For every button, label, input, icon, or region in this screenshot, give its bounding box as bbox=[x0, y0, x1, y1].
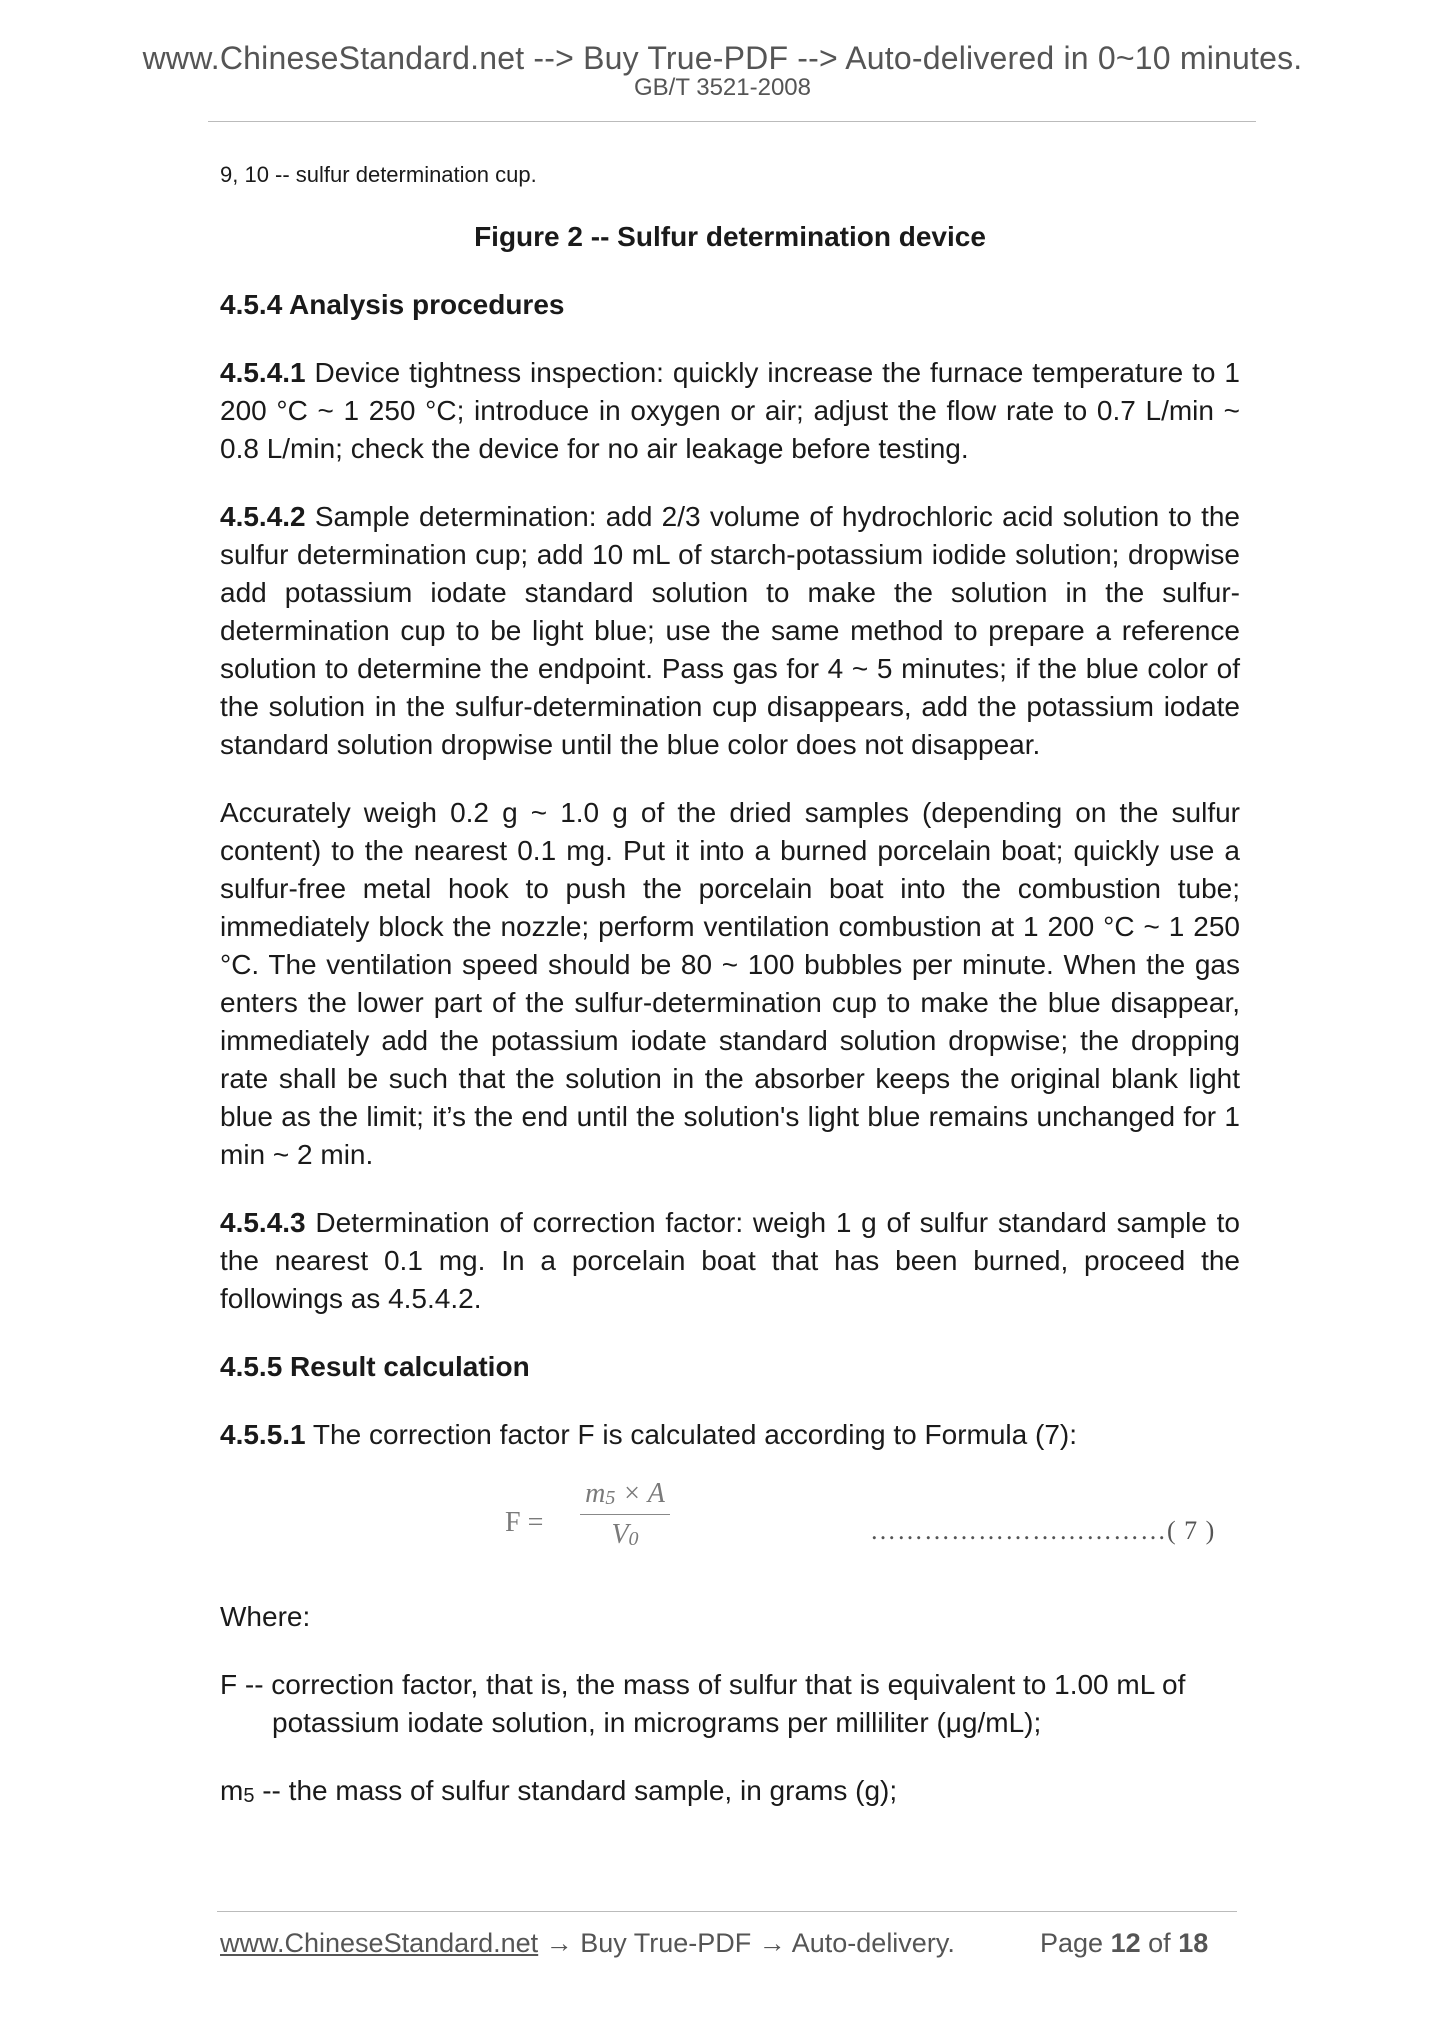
figure-caption: Figure 2 -- Sulfur determination device bbox=[474, 221, 986, 252]
definition-m5: m5 -- the mass of sulfur standard sample, in grams (g); bbox=[220, 1775, 898, 1807]
document-body bbox=[220, 160, 1240, 1815]
paragraph-weighing: Accurately weigh 0.2 g ~ 1.0 g of the dried samples (depending on the sulfur content) to the nearest 0.1 mg. Put it into a burned porcelain boat; quickly use a sulfur-free metal hook to push the porcelain boat into the combustion tube; immediately block the nozzle; perform ventilation combustion at 1 200 °C ~ 1 250 °C. The ventilation speed should be 80 ~ 100 bubbles per minute. When the gas enters the lower part of the sulfur-determination cup to make the blue disappear, immediately add the potassium iodate standard solution dropwise; the dropping rate shall be such that the solution in the absorber keeps the original blank light blue as the limit; it’s the end until the solution's light blue remains unchanged for 1 min ~ 2 min. bbox=[220, 797, 1240, 1170]
figure-legend-line: 9, 10 -- sulfur determination cup. bbox=[220, 162, 537, 187]
definition-F: F -- correction factor, that is, the mass of sulfur that is equivalent to 1.00 mL of potassium iodate solution, in micrograms per milliliter (μg/mL); bbox=[220, 1669, 1186, 1738]
clause-text: Sample determination: add 2/3 volume of hydrochloric acid solution to the sulfur determination cup; add 10 mL of starch-potassium iodide solution; dropwise add potassium iodate standard solution to make the solution in the sulfur-determination cup to be light blue; use the same method to prepare a reference solution to determine the endpoint. Pass gas for 4 ~ 5 minutes; if the blue color of the solution in the sulfur-determination cup disappears, add the potassium iodate standard solution dropwise until the blue color does not disappear. bbox=[220, 501, 1240, 760]
formula-denominator: V0 bbox=[611, 1519, 639, 1550]
formula-7 bbox=[220, 1476, 1240, 1586]
current-page: 12 bbox=[1110, 1928, 1141, 1958]
fraction-bar bbox=[580, 1514, 670, 1515]
footer-tagline bbox=[220, 1928, 955, 1959]
clause-text: The correction factor F is calculated according to Formula (7): bbox=[305, 1419, 1077, 1450]
formula-numerator: m5 × A bbox=[585, 1478, 665, 1509]
clause-text: Device tightness inspection: quickly increase the furnace temperature to 1 200 °C ~ 1 250 °C; introduce in oxygen or air; adjust the flow rate to 0.7 L/min ~ 0.8 L/min; check the device for no air leakage before testing. bbox=[220, 357, 1240, 464]
clause-number: 4.5.4.2 bbox=[220, 501, 306, 532]
paragraph-4-5-4-3 bbox=[220, 1204, 1240, 1318]
header-divider bbox=[208, 121, 1256, 122]
standard-code: GB/T 3521-2008 bbox=[633, 74, 811, 101]
formula-lhs: F = bbox=[505, 1507, 544, 1538]
footer-site-link[interactable]: www.ChineseStandard.net bbox=[220, 1928, 539, 1958]
clause-number: 4.5.4.1 bbox=[220, 357, 306, 388]
total-pages: 18 bbox=[1178, 1928, 1209, 1958]
section-heading-4-5-4: 4.5.4 Analysis procedures bbox=[220, 289, 565, 320]
footer-divider bbox=[217, 1911, 1237, 1912]
paragraph-4-5-4-1 bbox=[220, 354, 1240, 468]
clause-number: 4.5.5.1 bbox=[220, 1419, 306, 1450]
header-banner: www.ChineseStandard.net --> Buy True-PDF --> Auto-delivered in 0~10 minutes. bbox=[142, 40, 1303, 76]
section-heading-4-5-5: 4.5.5 Result calculation bbox=[220, 1351, 530, 1382]
definitions bbox=[220, 1598, 1240, 1815]
clause-text: Determination of correction factor: weigh 1 g of sulfur standard sample to the nearest 0.1 mg. In a porcelain boat that has been burned, proceed the followings as 4.5.4.2. bbox=[220, 1207, 1240, 1314]
footer-tagline-text: → Buy True-PDF → Auto-delivery. bbox=[538, 1928, 955, 1958]
paragraph-4-5-4-2 bbox=[220, 498, 1240, 764]
formula-fraction bbox=[580, 1476, 670, 1553]
where-label: Where: bbox=[220, 1601, 311, 1632]
clause-number: 4.5.4.3 bbox=[220, 1207, 306, 1238]
page-indicator: Page 12 of 18 bbox=[1040, 1928, 1209, 1958]
formula-reference-number: ……………………………( 7 ) bbox=[870, 1516, 1216, 1545]
paragraph-4-5-5-1 bbox=[220, 1416, 1240, 1454]
